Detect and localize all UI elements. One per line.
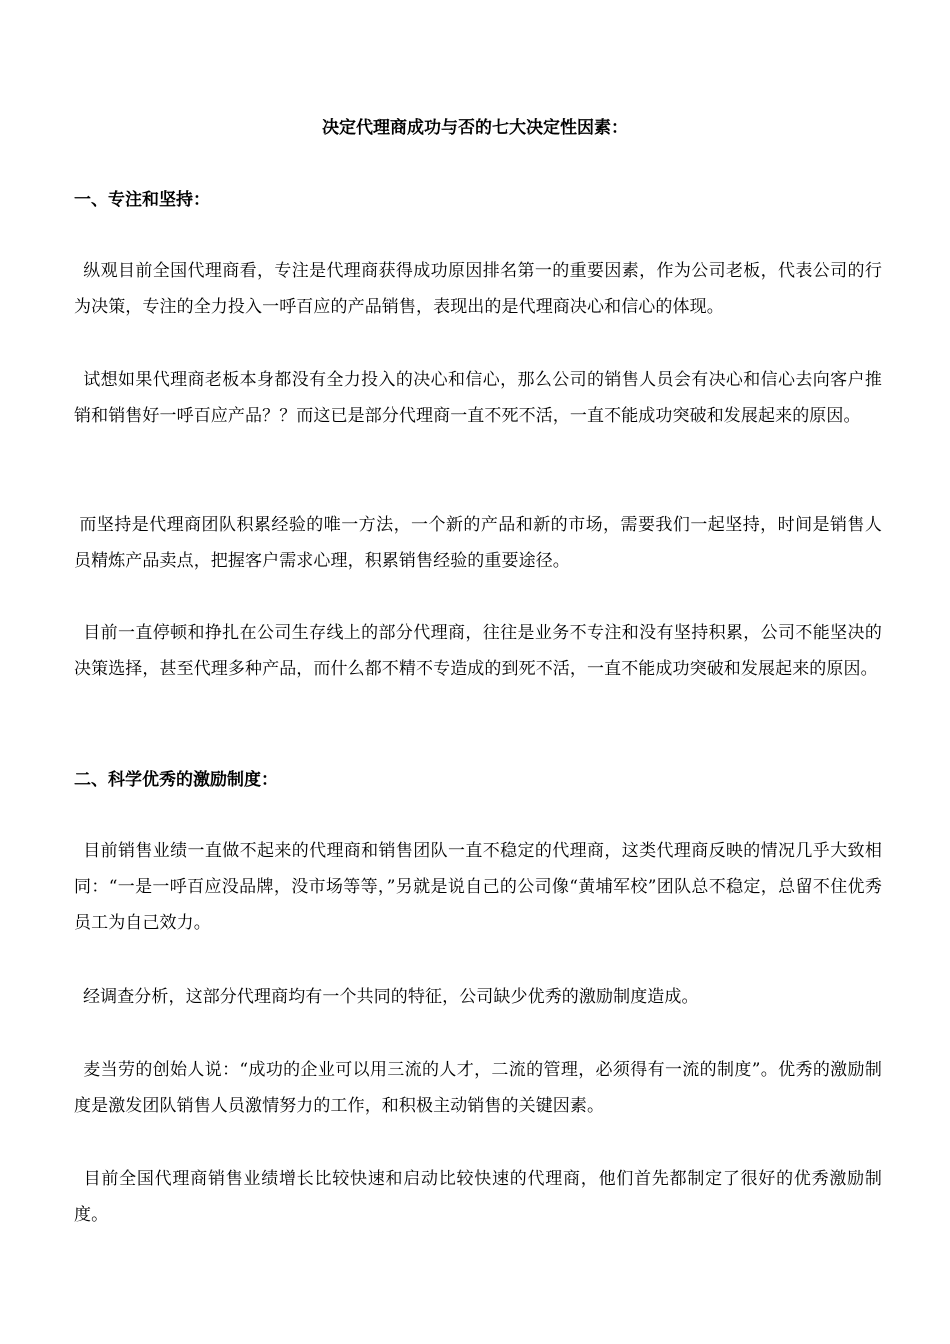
paragraph: 而坚持是代理商团队积累经验的唯一方法，一个新的产品和新的市场，需要我们一起坚持，时间是销售人员精炼产品卖点，把握客户需求心理，积累销售经验的重要途径。 [74, 515, 882, 571]
paragraph: 目前全国代理商销售业绩增长比较快速和启动比较快速的代理商，他们首先都制定了很好的优秀激励制度。 [74, 1169, 882, 1225]
document-title: 决定代理商成功与否的七大决定性因素： [322, 118, 628, 138]
paragraph: 试想如果代理商老板本身都没有全力投入的决心和信心，那么公司的销售人员会有决心和信心去向客户推销和销售好一呼百应产品？？而这已是部分代理商一直不死不活，一直不能成功突破和发展起来的原因。 [74, 370, 882, 426]
paragraph: 纵观目前全国代理商看，专注是代理商获得成功原因排名第一的重要因素，作为公司老板，代表公司的行为决策，专注的全力投入一呼百应的产品销售，表现出的是代理商决心和信心的体现。 [74, 261, 882, 317]
section-heading-incentive: 二、科学优秀的激励制度： [74, 770, 278, 790]
section-heading-focus: 一、专注和坚持： [74, 190, 210, 210]
paragraph: 经调查分析，这部分代理商均有一个共同的特征，公司缺少优秀的激励制度造成。 [83, 987, 699, 1007]
paragraph: 目前销售业绩一直做不起来的代理商和销售团队一直不稳定的代理商，这类代理商反映的情况几乎大致相同：“一是一呼百应没品牌，没市场等等，”另就是说自己的公司像“黄埔军校”团队总不稳定，总留不住优秀员工为自己效力。 [74, 841, 882, 933]
paragraph: 目前一直停顿和挣扎在公司生存线上的部分代理商，往往是业务不专注和没有坚持积累，公司不能坚决的决策选择，甚至代理多种产品，而什么都不精不专造成的到死不活，一直不能成功突破和发展起来的原因。 [74, 623, 882, 679]
paragraph: 麦当劳的创始人说：“成功的企业可以用三流的人才，二流的管理，必须得有一流的制度”。优秀的激励制度是激发团队销售人员激情努力的工作，和积极主动销售的关键因素。 [74, 1060, 882, 1116]
